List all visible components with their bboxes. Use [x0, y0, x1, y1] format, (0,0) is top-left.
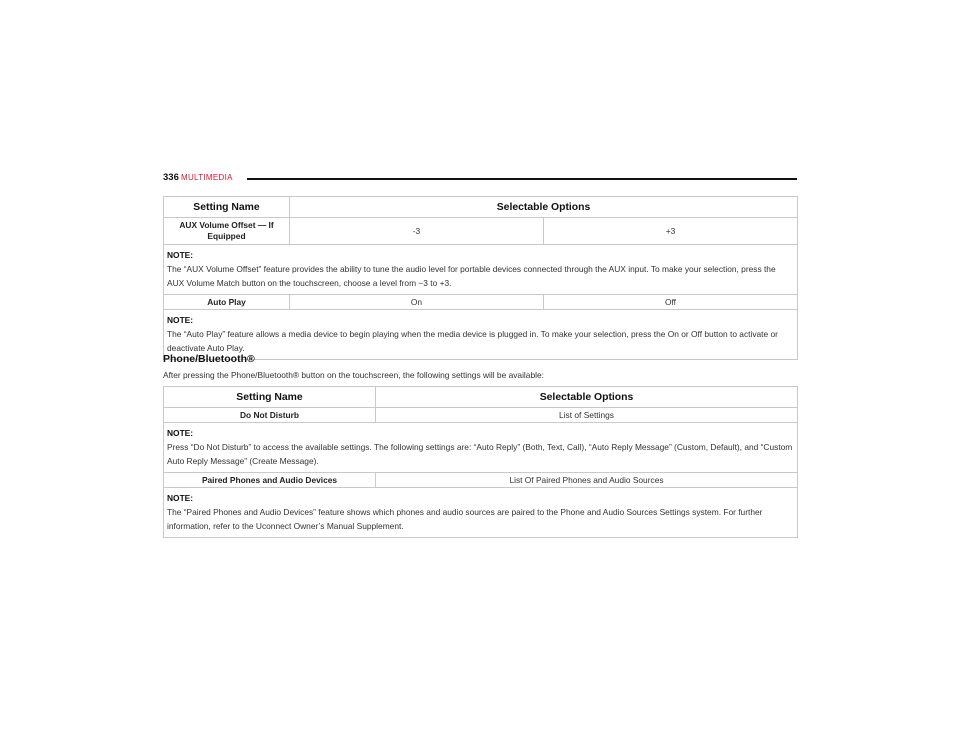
note-text: The “Auto Play” feature allows a media device to begin playing when the media device is plugged in. To make your selection, press the On or Off button to activate or deactivate Auto Play. [167, 329, 778, 353]
column-header-options: Selectable Options [376, 387, 798, 408]
column-header-options: Selectable Options [290, 197, 798, 218]
note-row [164, 310, 798, 360]
note-label: NOTE: [167, 250, 194, 260]
intro-paragraph: After pressing the Phone/Bluetooth® button on the touchscreen, the following settings will be available: [163, 370, 544, 380]
setting-name: Do Not Disturb [164, 408, 376, 423]
option-value: List of Settings [376, 408, 798, 423]
page-number: 336 [163, 172, 179, 183]
note-text: Press “Do Not Disturb” to access the available settings. The following settings are: “Auto Reply” (Both, Text, Call), “Auto Reply Message” (Custom, Default), and “Custom Auto Reply Message” (Create Message). [167, 442, 793, 466]
media-settings-table [163, 196, 798, 360]
option-value: On [290, 295, 544, 310]
note-row [164, 488, 798, 538]
section-heading: Phone/Bluetooth® [163, 353, 255, 365]
table-header-row [164, 197, 798, 218]
note-text: The “Paired Phones and Audio Devices” feature shows which phones and audio sources are paired to the Phone and Audio Sources Settings system. For further information, refer to the Uconnect Owner’s Manual Supplement. [167, 507, 763, 531]
header-rule [247, 178, 797, 180]
page-header [163, 171, 797, 185]
note-label: NOTE: [167, 428, 194, 438]
note-row [164, 423, 798, 473]
note-row [164, 245, 798, 295]
setting-name: Paired Phones and Audio Devices [164, 473, 376, 488]
phone-settings-table [163, 386, 798, 538]
column-header-setting: Setting Name [164, 387, 376, 408]
table-row [164, 295, 798, 310]
note-label: NOTE: [167, 493, 194, 503]
note-label: NOTE: [167, 315, 194, 325]
option-value: List Of Paired Phones and Audio Sources [376, 473, 798, 488]
option-value: Off [544, 295, 798, 310]
table-row [164, 473, 798, 488]
section-title: MULTIMEDIA [181, 173, 233, 182]
setting-name: AUX Volume Offset — If Equipped [164, 218, 290, 245]
setting-name: Auto Play [164, 295, 290, 310]
table-row [164, 408, 798, 423]
table-header-row [164, 387, 798, 408]
column-header-setting: Setting Name [164, 197, 290, 218]
note-text: The “AUX Volume Offset” feature provides the ability to tune the audio level for portable devices connected through the AUX input. To make your selection, press the AUX Volume Match button on the touchscreen, choose a level from −3 to +3. [167, 264, 776, 288]
table-row [164, 218, 798, 245]
option-value: +3 [544, 218, 798, 245]
option-value: -3 [290, 218, 544, 245]
